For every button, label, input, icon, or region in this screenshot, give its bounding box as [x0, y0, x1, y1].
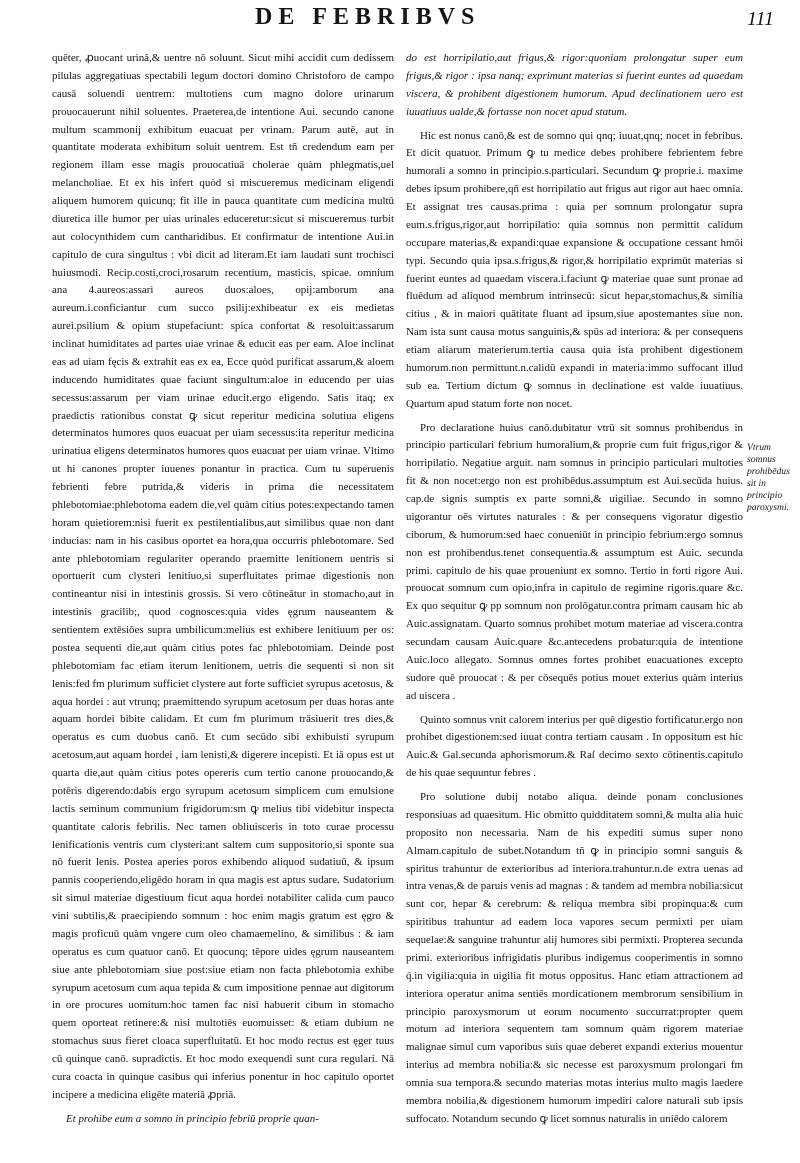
running-title: DE FEBRIBVS: [255, 4, 481, 30]
left-paragraph-1: quēter, ꝓuocant urinā,& uentre nō soluunt. Sicut mihi accidit cum dedissem pilulas aggregatiuas spectabili legum doctori domino Christoforo de campo causā soluendi uentrem: multotiens cum magno dolore urinarum prouocauerunt nihil soluentes. Praeterea,de intentione Aui. secundo canone multum scammonij exhibitum euacuat per vrinam. Parum autē, aut in quantitate moderata exhibitum soluit uentrem. Est tñ credendum eam per regionem illam esse magis prouocatiuā cholerae quàm phlegmatis,uel melancholiae. Et ex his infert quòd si miscueremus medicinam eligendi aliquem humorem quicunq; fit ille in pauca quantitate cum medicina multū diuretica ille humor per uias urinales educeretur:sicut si miscueremus turbit aut colocynthidem cum cantharidibus. Et confirmatur de intentione Aui.in capitulo de cura singultus : vbi dicit ad literam.Et iam laudati sunt trochisci huiusmodi. Recip.costi,croci,rosarum recentium, masticis, spicae. omnium ana 4.aureos:assari aureos duos:aloes, opij:amborum ana aureum.i.conficiantur cum succo psilij:exhibeatur ex eis medietas aurei.psilium & opium stupefaciunt: spica confortat & resoluit:assarum inclinat humiditates ad partes uiae vrinae & educit eas per eam. Aloe inclinat eas ad uiam fęcis & extrahit eas ex ea, Ecce quòd purificat assarum,& aloem inducendo humiditates quae faciunt singultum:aloe in educendo per uias secessus:assarum per viam urinae educit.ergo eligendo. Satis itaq; ex praedictis rationibus constat ꝙ sicut reperitur medicina solutiua eligens determinatos humores quos euacuat per uiam secessus:ita reperitur medicina urinatiua eligens determinatos humores quos euacuat per uiam vrinae. Vltimo ut hi canones propter iuuenes ponantur in practica. Cum tu superuenis febrienti febre putrida,& videris in prima die necessitatem phlebotomiae:phlebotoma eadem die,vel quàm citius potes:expectando tamen horam quietiorem:nisi fuerit ex pestilentialibus,aut similibus quae non dant inducias: nam in his casibus oportet ea hora,qua occurris phlebotomare. Sed ante phlebotomiam regulariter operando praemitte lenitionem uentris si oportuerit cum clysteri lenitiuo,si superfluitates primae digestionis non contineantur nisi in intestinis grossis. Si vero cōtineātur in stomacho,aut in intestinis gracilib;, quod cognosces:quia vides ęgrum nauseantem & sentientem extēsiōes supra umbilicum:melius est exhibere lenitiuum per os: postea sequenti die,aut quàm citius potes fac phlebotomiam. Deinde post phlebotomiam fac etiam iterum lenitionem, uetris die sequenti si non sit lenis:fed fm plurimum sufficiet clystere aut forte sufficiet syrupus acetosus, & aqua hordei : aut vtrunq; praemittendo syrupum acetosum per duas horas ante aquam hordei bibite calidam. Et cum fm plurimum trāsiuerit tres dies,& operatus es cum duobus canō. Et cum secūdo sibi exhibuisti syrupum acetosum,aut aquam hordei , iam lenisti,& digerere incepisti. Et iā opus est ut quarta die,aut quàm citius potes opereris cum tertio canone prouocando,& potēris digerendo:dabis ergo syrupum acetosum simplicem cum emulsione lactis seminum communium frigidorum:sm ꝙ melius tibi videbitur inspecta quantitate caloris febrilis. Nec tamen obliuiscerìs in toto curae processu lenificationis ventris cum clysteri:ant saltem cum suppositorio,si sponte sua nō fuerit lenis. Postea aperies poros exhibendo aliquod sudatiuū, & ipsum pannis cooperiendo,eligēdo horam in qua magis est aptus sudare. Sudatorium sit simul materiae digestiuum ficut aqua hordei notabiliter calida cum pauco vini subtilis,& praecipiendo somnum : hoc enim magis gratum est ęgro & magis proficuū quàm vngere cum oleo chamaemelino, & similibus : & iam operatus es cum quatuor canō. Et quocunq; tēpore uides ęgrum nauseantem siue ante phlebotomiam siue post:siue etiam non facta phlebotomia exhibe syrupum acetosum cum aqua tepida & cum impositione pennae aut digitorum in ore procures uomitum:hoc tamen fac nisi habuerit cibum in stomacho quem oporteat retinere:& nisi multotiēs euomuisset: & etiam dubium ne stomachus suus fieret cloaca superfluitatū. Et hoc modo rectus est ęger tuus cū quinque canō. supradictis. Et hoc modo exequendi sunt cura regulari. Nā cura coacta in quinque casibus qui inferius ponentur in hoc capitulo oportet incipere a medicina eligēte materiā ꝓpriā.: [52, 52, 394, 1101]
right-paragraph-4: Quinto somnus vnit calorem interius per quē digestio fortificatur.ergo non prohibet digestionem:sed iuuat contra tertiam causam . In oppositum est hic Auic.& Gal.secunda aphorismorum.& Raſ decimo sexto cōtinentis.capitulo de his quae sequuntur febres .: [406, 713, 743, 780]
left-column: [52, 50, 394, 1129]
page-number: 111: [746, 8, 774, 30]
left-paragraph-2: Et prohibe eum a somno in principio febriū proprie quan-: [66, 1112, 319, 1125]
marginal-note: Vtrum somnus prohibēdus sit in principio paroxysmi.: [747, 442, 790, 513]
page-header: [0, 4, 800, 44]
right-paragraph-3: Pro declaratione huius canō.dubitatur vtrū sit somnus prohibendus in principio particulari febrium humoralium,& proprie cum fuit frigus,rigor & horripilatio. Negatiue arguit. nam somnus in principio particulari multoties fit & non nocet:ergo non est prohibēdus.assumptum est Aui.secūda huius. cap.de signis sumptis ex parte somni,& uigiliae. Secundo in somno uigorantur oēs virtutes naturales : & per consequens vigoratur digestio ciborum, & humorum:sed haec conueniūt in principio febrium:ergo somnus non est prohibendus.tenet consequentia.& assumptum est Auic. secunda primi. capitulo de his quae proueniunt ex somno. Tertio in forti rigore Aui. prouocat somnum cum opio,infra in capitulo de regimine rigoris.quare &c. Ex quo sequitur ꝙ pp somnum non prolōgatur.contra primam causam hic ab Auic.assignatam. Quarto somnus prohibet motum materiae ad viscera.contra secundam causam Auic.quare &c.antecedens probatur:quia de intentione Auic.loco allegato. Somnus omnes fortes prohibet euacuationes excepto sudore quē prouocat : & per cōsequēs potius mouet exterius quàm interius ad uiscera .: [406, 421, 743, 702]
right-column: [406, 50, 743, 1129]
right-paragraph-5: Pro solutione dubij notabo aliqua. deinde ponam conclusiones responsiuas ad quaesitum. Hic obmitto quidditatem somni,& multa alia huic proposito non necessaria. Nam de his expediti sumus super nono Almam.capitulo de subet.Notandum tñ ꝙ in principio somni sanguis & spiritus trahuntur de exterioribus ad interiora.trahuntur.n.de extra uenas ad intra venas,& de paruis venis ad magnas : & tandem ad membra nobilia:sicut sunt cor, hepar & cerebrum: & reliqua membra sibi propinqua:& cum spiritibus trahuntur ad eadem loca vapores secum permixti per uiam sequelae:& sanguine trahuntur alij humores sibi permixti. Propterea secunda primi. exterioribus infrigidatis pluribus indigemus cooperimentis in somno q̄.in vigilia:quia in uigilia fit motus oppositus. Hanc etiam attractionem ad interiora operatur anima sentiēs mordicationem membrorum sensibilium in principio paroxysmorum ut eorum nocumento succurrat:propter quem motum ad interiora sequentem tam somnum quàm rigorem materiae malignae simul cum vaporibus suis quae deberet expandi exterius mouentur interius ad membra nobilia:& sic necesse est paroxysmum prolongari fm omnia sua tempora.& secundo materias motas interius multo magis laedere membra nobilia,& digestionem humorum impediri calore naturali sub ipsis suffocato. Notandum secundo ꝙ licet somnus naturalis in uniēdo calorem: [406, 791, 743, 1125]
right-paragraph-2: Hic est nonus canō,& est de somno qui qnq; iuuat,qnq; nocet in febribus. Et dicit quatuor. Primum ꝙ tu medice debes prohibere febrientem febre humorali a somno in principio.s.particulari. Secundum ꝙ proprie.i. maxime debes ipsum prohibere,qñ est horripilatio aut frigus aut rigor aut haec omnia. Et assignat tres causas.prima : quia per somnum prolongatur supra eum.s.frigus,rigor,aut horripilatio: quia somnus non permittit calidum occupare materias,& expandi:quae expansione & occupatione cessant hmōi typi. Secundo quia ipsa.s.frigus,& rigor,& horripilatio exprimūt materias si fuerint euntes ad quaedam viscera.i.faciunt ꝙ materiae quae sunt pronae ad fluēdum ad aliquod membrum intrinsecū: sicut hepar,stomachus,& similia citius , & in maiori quātitate fluant ad ipsum,siue apostemantes siue non. Nam ista sunt causa motus sanguinis,& spūs ad interiora: & per consequens etiam aliarum materierum.tertia causa quia ista prohibent digestionem humorum.non permittunt.n.calidū expandi in materia:immo suffocant illud sub ea. Tertium dictum ꝙ somnus in declinatione est valde iuuatiuus. Quartum apud statum forte non nocet.: [406, 129, 743, 410]
right-paragraph-1: do est horripilatio,aut frigus,& rigor:quoniam prolongatur super eum frigus,& rigor : ipsa nanq; exprimunt materias si fuerint euntes ad quaedam viscera, & prohibent digestionem humorum. Apud declinationem uero est iuuatiuus ualde,& fortasse non nocet apud statum.: [406, 52, 743, 118]
